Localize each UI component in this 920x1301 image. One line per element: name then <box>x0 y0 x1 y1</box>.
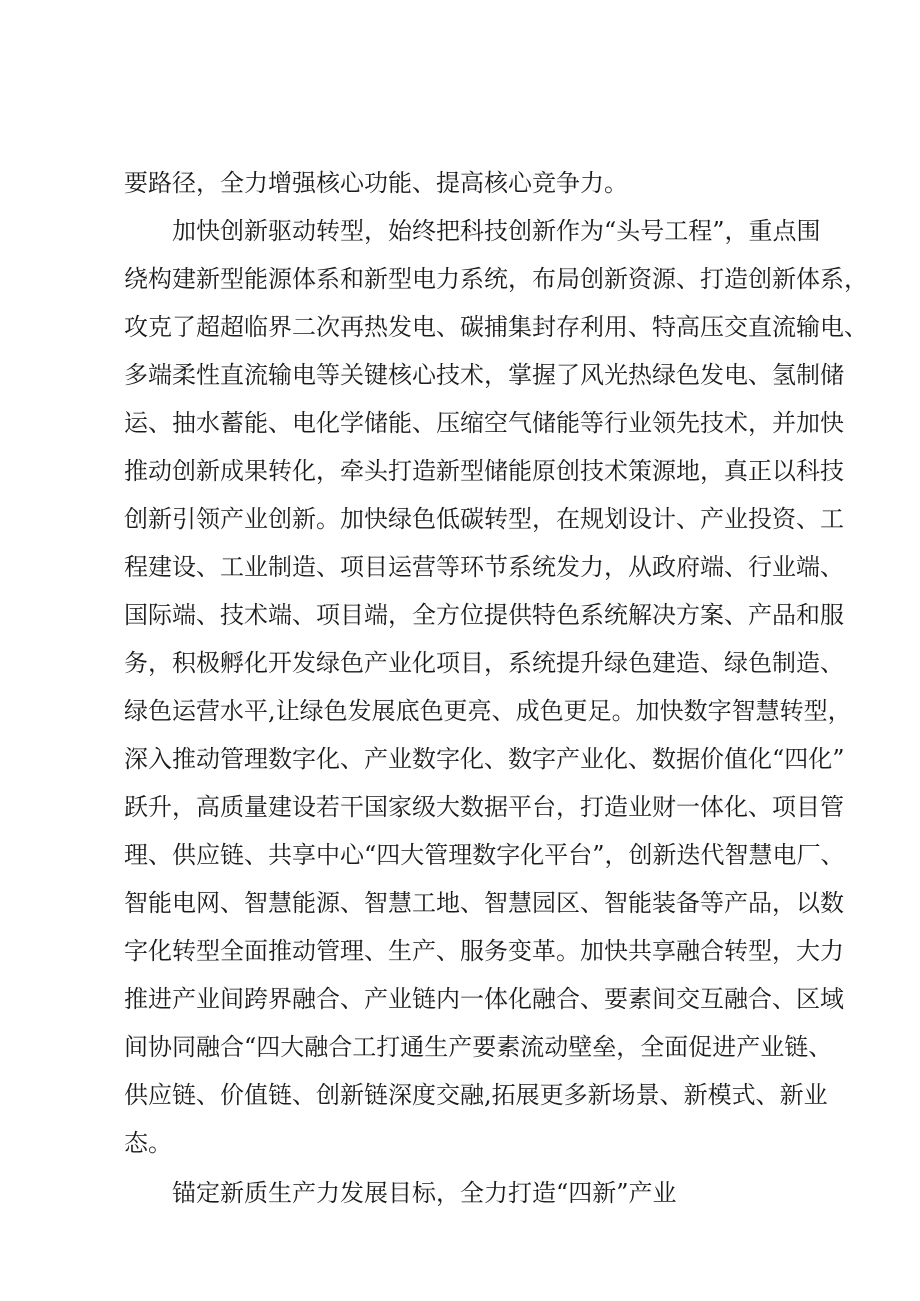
paragraph-line: 程建设、工业制造、项目运营等环节系统发力，从政府端、行业端、 <box>124 553 844 581</box>
paragraph-line: 绕构建新型能源体系和新型电力系统，布局创新资源、打造创新体系， <box>124 265 868 293</box>
paragraph-line: 推进产业间跨界融合、产业链内一体化融合、要素间交互融合、区域 <box>124 985 844 1013</box>
paragraph-line: 深入推动管理数字化、产业数字化、数字产业化、数据价值化“四化” <box>124 745 845 773</box>
paragraph-line: 多端柔性直流输电等关键核心技术，掌握了风光热绿色发电、氢制储 <box>124 361 844 389</box>
paragraph-line: 跃升，高质量建设若干国家级大数据平台，打造业财一体化、项目管 <box>124 793 844 821</box>
paragraph-line: 加快创新驱动转型，始终把科技创新作为“头号工程”，重点围 <box>172 217 821 245</box>
paragraph-line: 供应链、价值链、创新链深度交融,拓展更多新场景、新模式、新业 <box>124 1081 828 1109</box>
paragraph-line: 字化转型全面推动管理、生产、服务变革。加快共享融合转型，大力 <box>124 937 844 965</box>
paragraph-line: 要路径，全力增强核心功能、提高核心竞争力。 <box>124 169 628 197</box>
paragraph-line: 智能电网、智慧能源、智慧工地、智慧园区、智能装备等产品，以数 <box>124 889 844 917</box>
paragraph-line: 推动创新成果转化，牵头打造新型储能原创技术策源地，真正以科技 <box>124 457 844 485</box>
paragraph-line: 创新引领产业创新。加快绿色低碳转型，在规划设计、产业投资、工 <box>124 505 844 533</box>
paragraph-line: 理、供应链、共享中心“四大管理数字化平台”，创新迭代智慧电厂、 <box>124 841 845 869</box>
paragraph-line: 间协同融合“四大融合工打通生产要素流动壁垒，全面促进产业链、 <box>124 1033 833 1061</box>
paragraph-line: 运、抽水蓄能、电化学储能、压缩空气储能等行业领先技术，并加快 <box>124 409 844 437</box>
paragraph-line: 国际端、技术端、项目端，全方位提供特色系统解决方案、产品和服 <box>124 601 844 629</box>
paragraph-line: 锚定新质生产力发展目标，全力打造“四新”产业 <box>172 1179 677 1207</box>
paragraph-line: 绿色运营水平,让绿色发展底色更亮、成色更足。加快数字智慧转型， <box>124 697 852 725</box>
paragraph-line: 攻克了超超临界二次再热发电、碳捕集封存利用、特高压交直流输电、 <box>124 313 868 341</box>
paragraph-line: 态。 <box>124 1129 172 1157</box>
paragraph-line: 务，积极孵化开发绿色产业化项目，系统提升绿色建造、绿色制造、 <box>124 649 844 677</box>
